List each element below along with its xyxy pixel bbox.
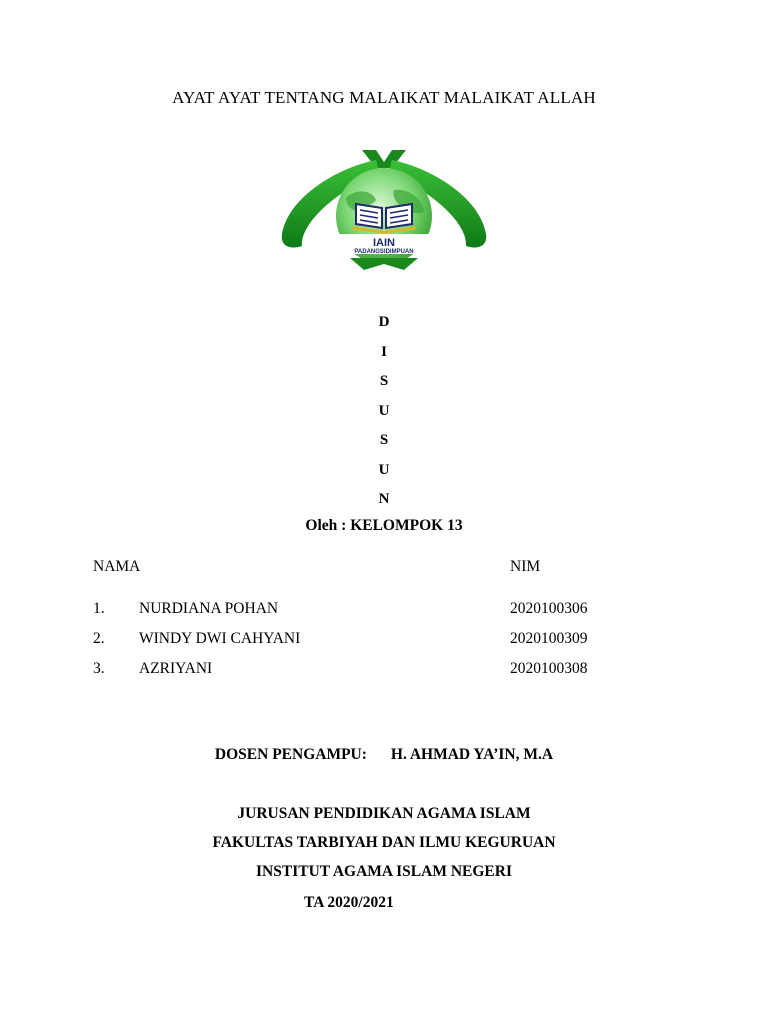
member-number: 3. — [93, 660, 105, 677]
institute-name: INSTITUT AGAMA ISLAM NEGERI — [256, 863, 512, 880]
member-list — [93, 598, 693, 688]
disusun-letter: N — [378, 491, 390, 507]
member-name: NURDIANA POHAN — [139, 600, 279, 617]
nim-column-header: NIM — [510, 558, 541, 575]
logo-iain-text: IAIN — [373, 237, 395, 249]
member-nim: 2020100309 — [510, 630, 588, 647]
disusun-vertical — [0, 310, 768, 517]
member-row — [93, 598, 693, 628]
name-column-header: NAMA — [93, 558, 141, 575]
lecturer-label: DOSEN PENGAMPU: — [214, 746, 367, 763]
member-number: 2. — [93, 630, 105, 647]
member-nim: 2020100308 — [510, 660, 588, 677]
member-name: WINDY DWI CAHYANI — [139, 630, 301, 647]
disusun-letter: U — [378, 461, 390, 478]
logo-subtext: PADANGSIDIMPUAN — [354, 249, 414, 255]
department-name: JURUSAN PENDIDIKAN AGAMA ISLAM — [237, 805, 531, 822]
lecturer-name: H. AHMAD YA’IN, M.A — [390, 746, 554, 763]
lecturer-line — [0, 746, 768, 764]
iain-padangsidimpuan-logo-icon — [276, 146, 492, 274]
member-nim: 2020100306 — [510, 600, 588, 617]
member-name: AZRIYANI — [139, 660, 213, 677]
member-row — [93, 628, 693, 658]
academic-year: TA 2020/2021 — [304, 894, 394, 911]
disusun-letter: D — [378, 314, 390, 330]
document-title: AYAT AYAT TENTANG MALAIKAT MALAIKAT ALLAH — [172, 88, 596, 107]
disusun-letter: S — [379, 373, 389, 389]
faculty-name: FAKULTAS TARBIYAH DAN ILMU KEGURUAN — [212, 834, 556, 851]
disusun-letter: S — [379, 432, 389, 448]
member-row — [93, 658, 693, 688]
disusun-letter: U — [378, 402, 390, 419]
disusun-letter: I — [381, 343, 387, 360]
member-table-header — [93, 558, 693, 580]
member-number: 1. — [93, 600, 105, 617]
group-label: Oleh : KELOMPOK 13 — [305, 517, 463, 534]
